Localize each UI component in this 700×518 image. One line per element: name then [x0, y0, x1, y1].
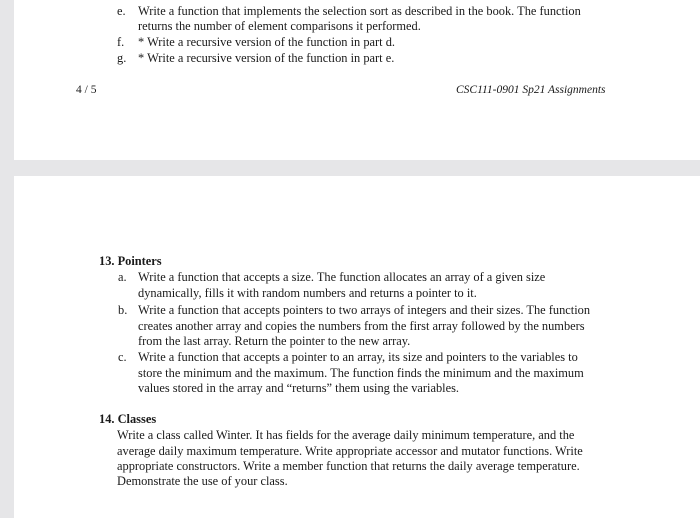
section-14-line-4: Demonstrate the use of your class. — [117, 474, 288, 488]
item-e-line-2: returns the number of element comparisons it performed. — [138, 19, 421, 33]
course-footer: CSC111-0901 Sp21 Assignments — [456, 84, 606, 96]
item-b-line-1: Write a function that accepts pointers to two arrays of integers and their sizes. The function — [138, 303, 591, 317]
item-b-marker: b. — [118, 303, 128, 317]
item-b-line-3: from the last array. Return the pointer to the new array. — [138, 334, 411, 348]
section-14-line-2: average daily maximum temperature. Write appropriate accessor and mutator functions. Write — [117, 444, 583, 458]
section-13-heading: 13. Pointers — [99, 254, 162, 268]
item-a-line-2: dynamically, fills it with random numbers and returns a pointer to it. — [138, 286, 477, 300]
item-a-marker: a. — [118, 270, 127, 284]
item-c-line-2: store the minimum and the maximum. The function finds the minimum and the maximum — [138, 366, 584, 380]
previous-page — [14, 0, 700, 160]
item-c-marker: c. — [118, 350, 127, 364]
section-14-line-1: Write a class called Winter. It has fields for the average daily minimum temperature, and the — [117, 428, 575, 442]
item-b-line-2: creates another array and copies the numbers from the first array followed by the numbers — [138, 319, 585, 333]
item-e-marker: e. — [117, 4, 126, 18]
item-g-marker: g. — [117, 51, 127, 65]
current-page — [14, 176, 700, 518]
item-a-line-1: Write a function that accepts a size. The function allocates an array of a given size — [138, 270, 546, 284]
section-14-heading: 14. Classes — [99, 412, 157, 426]
item-c-line-1: Write a function that accepts a pointer to an array, its size and pointers to the variables to — [138, 350, 578, 364]
item-f-line-1: * Write a recursive version of the function in part d. — [138, 35, 395, 49]
item-f-marker: f. — [117, 35, 125, 49]
item-g-line-1: * Write a recursive version of the function in part e. — [138, 51, 395, 65]
section-14-line-3: appropriate constructors. Write a member function that returns the daily average temperature. — [117, 459, 580, 473]
item-c-line-3: values stored in the array and “returns” them using the variables. — [138, 381, 460, 395]
page-number: 4 / 5 — [76, 84, 97, 96]
item-e-line-1: Write a function that implements the selection sort as described in the book. The function — [138, 4, 581, 18]
